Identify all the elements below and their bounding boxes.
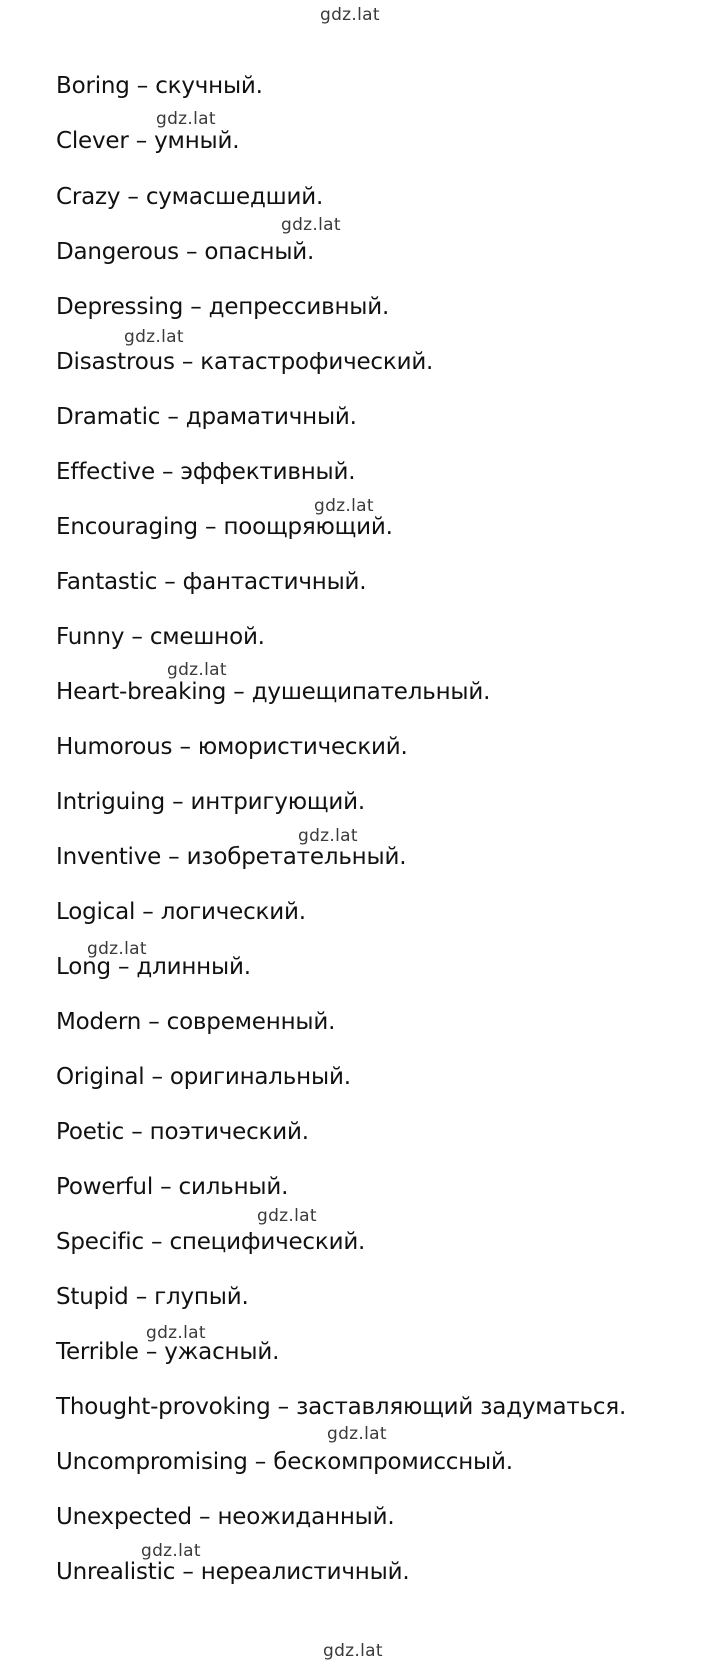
watermark: gdz.lat bbox=[124, 327, 184, 347]
watermark: gdz.lat bbox=[281, 215, 341, 235]
watermark: gdz.lat bbox=[141, 1541, 201, 1561]
vocab-entry: Clever – умный. bbox=[56, 128, 240, 154]
vocab-entry: Crazy – сумасшедший. bbox=[56, 184, 324, 210]
vocab-entry: Fantastic – фантастичный. bbox=[56, 569, 367, 595]
watermark: gdz.lat bbox=[146, 1323, 206, 1343]
vocab-entry: Effective – эффективный. bbox=[56, 459, 356, 485]
watermark: gdz.lat bbox=[323, 1641, 383, 1661]
vocab-entry: Encouraging – поощряющий. bbox=[56, 514, 393, 540]
vocab-entry: Funny – смешной. bbox=[56, 624, 265, 650]
vocab-entry: Uncompromising – бескомпромиссный. bbox=[56, 1449, 513, 1475]
watermark: gdz.lat bbox=[87, 939, 147, 959]
vocab-entry: Disastrous – катастрофический. bbox=[56, 349, 434, 375]
vocab-entry: Stupid – глупый. bbox=[56, 1284, 249, 1310]
vocab-entry: Terrible – ужасный. bbox=[56, 1339, 280, 1365]
vocab-entry: Original – оригинальный. bbox=[56, 1064, 351, 1090]
vocab-entry: Boring – скучный. bbox=[56, 73, 263, 99]
watermark: gdz.lat bbox=[320, 5, 380, 25]
watermark: gdz.lat bbox=[314, 496, 374, 516]
vocab-entry: Heart-breaking – душещипательный. bbox=[56, 679, 491, 705]
watermark: gdz.lat bbox=[167, 660, 227, 680]
vocab-entry: Thought-provoking – заставляющий задуматься. bbox=[56, 1394, 627, 1420]
vocab-entry: Humorous – юмористический. bbox=[56, 734, 408, 760]
vocab-entry: Inventive – изобретательный. bbox=[56, 844, 407, 870]
vocab-entry: Logical – логический. bbox=[56, 899, 306, 925]
vocab-entry: Depressing – депрессивный. bbox=[56, 294, 390, 320]
watermark: gdz.lat bbox=[257, 1206, 317, 1226]
vocab-entry: Unexpected – неожиданный. bbox=[56, 1504, 395, 1530]
vocab-entry: Modern – современный. bbox=[56, 1009, 336, 1035]
vocab-entry: Dramatic – драматичный. bbox=[56, 404, 357, 430]
vocab-entry: Dangerous – опасный. bbox=[56, 239, 315, 265]
watermark: gdz.lat bbox=[327, 1424, 387, 1444]
vocab-entry: Specific – специфический. bbox=[56, 1229, 366, 1255]
watermark: gdz.lat bbox=[156, 109, 216, 129]
vocab-entry: Long – длинный. bbox=[56, 954, 251, 980]
vocab-entry: Poetic – поэтический. bbox=[56, 1119, 309, 1145]
vocab-entry: Powerful – сильный. bbox=[56, 1174, 289, 1200]
vocab-entry: Intriguing – интригующий. bbox=[56, 789, 365, 815]
vocab-entry: Unrealistic – нереалистичный. bbox=[56, 1559, 410, 1585]
watermark: gdz.lat bbox=[298, 826, 358, 846]
